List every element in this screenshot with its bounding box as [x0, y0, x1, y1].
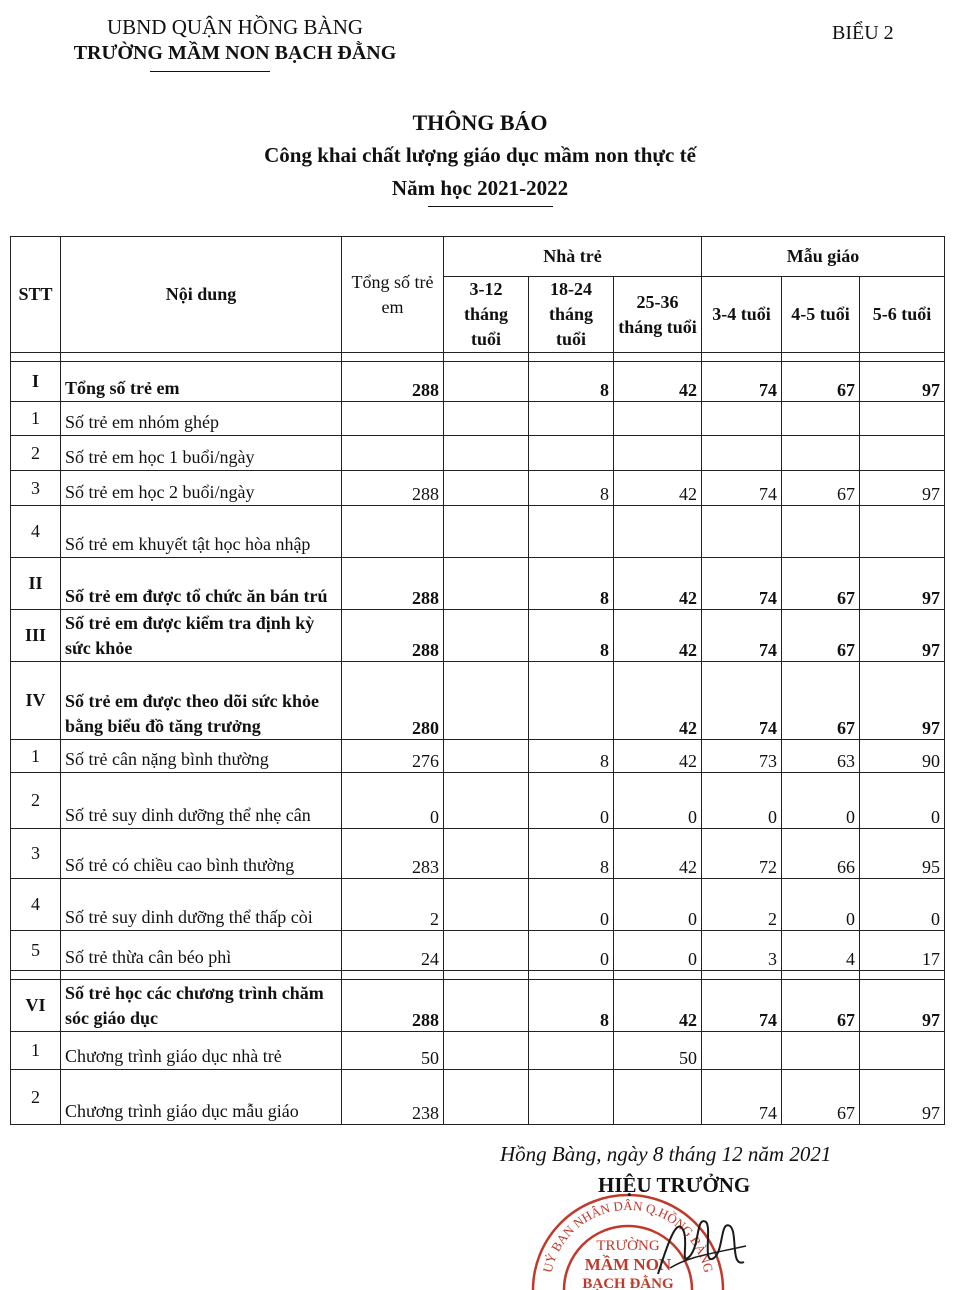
cell-total: 288: [342, 558, 444, 610]
cell-k3: 97: [860, 662, 945, 740]
cell-k3: 97: [860, 610, 945, 662]
cell-stt: 2: [11, 436, 61, 471]
cell-stt: 2: [11, 773, 61, 829]
spacer-cell: [614, 353, 702, 362]
cell-total: 288: [342, 610, 444, 662]
place-date: Hồng Bàng, ngày 8 tháng 12 năm 2021: [500, 1142, 832, 1166]
cell-stt: 1: [11, 1032, 61, 1070]
cell-total: 0: [342, 773, 444, 829]
cell-k1: [702, 402, 782, 436]
cell-total: 288: [342, 980, 444, 1032]
cell-n1: [444, 471, 529, 506]
cell-k1: [702, 506, 782, 558]
cell-k3: 95: [860, 829, 945, 879]
document-subtitle: Công khai chất lượng giáo dục mầm non thực tế: [264, 143, 696, 167]
header-stt: STT: [11, 237, 61, 353]
cell-n1: [444, 931, 529, 971]
cell-n2: 8: [529, 558, 614, 610]
header-content: Nội dung: [61, 237, 342, 353]
cell-total: 288: [342, 362, 444, 402]
cell-n3: [614, 436, 702, 471]
cell-k2: 63: [782, 740, 860, 773]
cell-stt: 1: [11, 402, 61, 436]
cell-content: Số trẻ em nhóm ghép: [61, 402, 342, 436]
cell-stt: II: [11, 558, 61, 610]
table-row: [11, 773, 945, 829]
cell-k2: [782, 506, 860, 558]
cell-n2: 8: [529, 610, 614, 662]
cell-total: 283: [342, 829, 444, 879]
cell-k3: 0: [860, 773, 945, 829]
table-row: [11, 362, 945, 402]
cell-k3: [860, 1032, 945, 1070]
cell-content: Số trẻ em khuyết tật học hòa nhập: [61, 506, 342, 558]
header-total: Tổng số trẻ em: [342, 237, 444, 353]
cell-stt: IV: [11, 662, 61, 740]
cell-n3: 42: [614, 829, 702, 879]
table-row: [11, 980, 945, 1032]
cell-k3: 97: [860, 1070, 945, 1125]
spacer-cell: [444, 971, 529, 980]
quality-table: [10, 236, 945, 1125]
cell-k2: [782, 1032, 860, 1070]
spacer-cell: [61, 971, 342, 980]
cell-k1: 3: [702, 931, 782, 971]
cell-n2: 8: [529, 980, 614, 1032]
cell-n3: 0: [614, 773, 702, 829]
spacer-cell: [444, 353, 529, 362]
spacer-cell: [342, 971, 444, 980]
cell-stt: 2: [11, 1070, 61, 1125]
header-age-18-24-months: 18-24 tháng tuổi: [529, 277, 614, 353]
cell-n3: 42: [614, 558, 702, 610]
cell-k2: 4: [782, 931, 860, 971]
authority-name: UBND QUẬN HỒNG BÀNG: [106, 15, 364, 39]
cell-n3: 42: [614, 362, 702, 402]
cell-stt: 1: [11, 740, 61, 773]
spacer-cell: [342, 353, 444, 362]
cell-n3: 42: [614, 740, 702, 773]
table-row: [11, 402, 945, 436]
spacer-cell: [529, 353, 614, 362]
cell-content: Số trẻ suy dinh dưỡng thể thấp còi: [61, 879, 342, 931]
cell-stt: 4: [11, 879, 61, 931]
table-row: [11, 436, 945, 471]
spacer-cell: [860, 971, 945, 980]
header-age-5-6-years: 5-6 tuổi: [860, 277, 945, 353]
cell-n3: 50: [614, 1032, 702, 1070]
cell-stt: 3: [11, 471, 61, 506]
cell-content: Chương trình giáo dục mẫu giáo: [61, 1070, 342, 1125]
spacer-cell: [860, 353, 945, 362]
form-number: BIỂU 2: [832, 22, 894, 44]
spacer-cell: [782, 353, 860, 362]
school-year: Năm học 2021-2022: [391, 176, 569, 200]
cell-k3: 97: [860, 362, 945, 402]
cell-n2: [529, 1032, 614, 1070]
spacer-cell: [702, 353, 782, 362]
spacer-cell: [614, 971, 702, 980]
cell-k3: 97: [860, 558, 945, 610]
cell-content: Tổng số trẻ em: [61, 362, 342, 402]
cell-n1: [444, 879, 529, 931]
cell-k1: 72: [702, 829, 782, 879]
document-title: THÔNG BÁO: [412, 110, 548, 135]
cell-total: 50: [342, 1032, 444, 1070]
cell-content: Số trẻ suy dinh dưỡng thể nhẹ cân: [61, 773, 342, 829]
cell-stt: I: [11, 362, 61, 402]
stamp-line-1: TRƯỜNG: [596, 1238, 660, 1254]
section-spacer: [11, 971, 945, 980]
cell-n3: [614, 506, 702, 558]
cell-n3: 0: [614, 879, 702, 931]
table-row: [11, 1070, 945, 1125]
cell-k2: 67: [782, 362, 860, 402]
cell-k1: 73: [702, 740, 782, 773]
spacer-cell: [61, 353, 342, 362]
cell-k3: [860, 436, 945, 471]
cell-stt: III: [11, 610, 61, 662]
cell-stt: VI: [11, 980, 61, 1032]
spacer-cell: [11, 353, 61, 362]
cell-n3: [614, 402, 702, 436]
cell-content: Số trẻ cân nặng bình thường: [61, 740, 342, 773]
cell-total: 24: [342, 931, 444, 971]
cell-k3: 17: [860, 931, 945, 971]
school-year-underline: [428, 206, 553, 207]
cell-k2: [782, 402, 860, 436]
cell-k2: 67: [782, 471, 860, 506]
signer-title: HIỆU TRƯỞNG: [598, 1173, 751, 1197]
cell-total: 288: [342, 471, 444, 506]
cell-k1: 74: [702, 610, 782, 662]
cell-total: [342, 436, 444, 471]
cell-n2: 0: [529, 773, 614, 829]
cell-content: Chương trình giáo dục nhà trẻ: [61, 1032, 342, 1070]
cell-n3: 42: [614, 610, 702, 662]
table-row: [11, 662, 945, 740]
cell-k3: [860, 402, 945, 436]
cell-k1: 0: [702, 773, 782, 829]
table-row: [11, 740, 945, 773]
cell-stt: 4: [11, 506, 61, 558]
cell-content: Số trẻ em được kiểm tra định kỳ sức khỏe: [61, 610, 342, 662]
header-nursery: Nhà trẻ: [444, 237, 702, 277]
cell-k2: 0: [782, 773, 860, 829]
cell-k2: 67: [782, 1070, 860, 1125]
cell-n1: [444, 610, 529, 662]
cell-k1: [702, 1032, 782, 1070]
cell-k3: 90: [860, 740, 945, 773]
cell-n2: [529, 506, 614, 558]
cell-n1: [444, 362, 529, 402]
cell-k1: [702, 436, 782, 471]
cell-k1: 74: [702, 471, 782, 506]
cell-content: Số trẻ em được theo dõi sức khỏe bằng biểu đồ tăng trưởng: [61, 662, 342, 740]
header-age-3-12-months: 3-12 tháng tuổi: [444, 277, 529, 353]
signature: [650, 1196, 750, 1280]
header-age-4-5-years: 4-5 tuổi: [782, 277, 860, 353]
cell-k1: 74: [702, 558, 782, 610]
cell-k2: [782, 436, 860, 471]
table-row: [11, 879, 945, 931]
cell-k2: 67: [782, 558, 860, 610]
cell-n2: 8: [529, 740, 614, 773]
cell-k1: 2: [702, 879, 782, 931]
cell-stt: 5: [11, 931, 61, 971]
cell-content: Số trẻ có chiều cao bình thường: [61, 829, 342, 879]
cell-n3: 42: [614, 471, 702, 506]
cell-k1: 74: [702, 362, 782, 402]
spacer-cell: [782, 971, 860, 980]
cell-n1: [444, 558, 529, 610]
cell-k2: 66: [782, 829, 860, 879]
stamp-line-2: MẦM NON: [584, 1255, 672, 1274]
cell-k3: [860, 506, 945, 558]
school-name-underline: [150, 71, 270, 72]
cell-n1: [444, 436, 529, 471]
section-spacer: [11, 353, 945, 362]
cell-n3: 0: [614, 931, 702, 971]
cell-n2: 8: [529, 362, 614, 402]
cell-n2: 8: [529, 471, 614, 506]
header-age-3-4-years: 3-4 tuổi: [702, 277, 782, 353]
spacer-cell: [11, 971, 61, 980]
cell-n3: [614, 1070, 702, 1125]
cell-n2: 8: [529, 829, 614, 879]
cell-k3: 97: [860, 471, 945, 506]
cell-total: 238: [342, 1070, 444, 1125]
cell-total: 2: [342, 879, 444, 931]
cell-n1: [444, 402, 529, 436]
cell-k2: 67: [782, 662, 860, 740]
cell-k1: 74: [702, 1070, 782, 1125]
header-age-25-36-months: 25-36 tháng tuổi: [614, 277, 702, 353]
cell-n1: [444, 829, 529, 879]
table-row: [11, 610, 945, 662]
cell-stt: 3: [11, 829, 61, 879]
spacer-cell: [702, 971, 782, 980]
cell-k3: 97: [860, 980, 945, 1032]
table-row: [11, 931, 945, 971]
table-row: [11, 829, 945, 879]
cell-n1: [444, 1032, 529, 1070]
cell-content: Số trẻ học các chương trình chăm sóc giáo dục: [61, 980, 342, 1032]
table-row: [11, 506, 945, 558]
cell-n1: [444, 662, 529, 740]
cell-n3: 42: [614, 980, 702, 1032]
cell-n2: 0: [529, 931, 614, 971]
cell-n1: [444, 980, 529, 1032]
cell-total: 276: [342, 740, 444, 773]
cell-n2: 0: [529, 879, 614, 931]
cell-n1: [444, 740, 529, 773]
cell-k2: 67: [782, 610, 860, 662]
header-kindergarten: Mẫu giáo: [702, 237, 945, 277]
table-row: [11, 558, 945, 610]
cell-n2: [529, 662, 614, 740]
school-name: TRƯỜNG MẦM NON BẠCH ĐẰNG: [73, 42, 397, 64]
cell-content: Số trẻ thừa cân béo phì: [61, 931, 342, 971]
cell-n1: [444, 1070, 529, 1125]
cell-n2: [529, 1070, 614, 1125]
spacer-cell: [529, 971, 614, 980]
table-row: [11, 1032, 945, 1070]
stamp-line-3: BẠCH ĐẰNG: [582, 1276, 674, 1290]
cell-content: Số trẻ em học 1 buổi/ngày: [61, 436, 342, 471]
cell-k2: 67: [782, 980, 860, 1032]
table-row: [11, 471, 945, 506]
stamp-ring-text: UỶ BAN NHÂN DÂN Q.HỒNG BÀNG: [539, 1198, 717, 1275]
cell-content: Số trẻ em học 2 buổi/ngày: [61, 471, 342, 506]
cell-total: [342, 402, 444, 436]
cell-n2: [529, 436, 614, 471]
cell-n1: [444, 773, 529, 829]
cell-total: [342, 506, 444, 558]
cell-total: 280: [342, 662, 444, 740]
cell-n2: [529, 402, 614, 436]
cell-n1: [444, 506, 529, 558]
cell-n3: 42: [614, 662, 702, 740]
cell-k3: 0: [860, 879, 945, 931]
cell-k1: 74: [702, 980, 782, 1032]
cell-k2: 0: [782, 879, 860, 931]
cell-k1: 74: [702, 662, 782, 740]
cell-content: Số trẻ em được tổ chức ăn bán trú: [61, 558, 342, 610]
issuer-block: [40, 14, 430, 66]
